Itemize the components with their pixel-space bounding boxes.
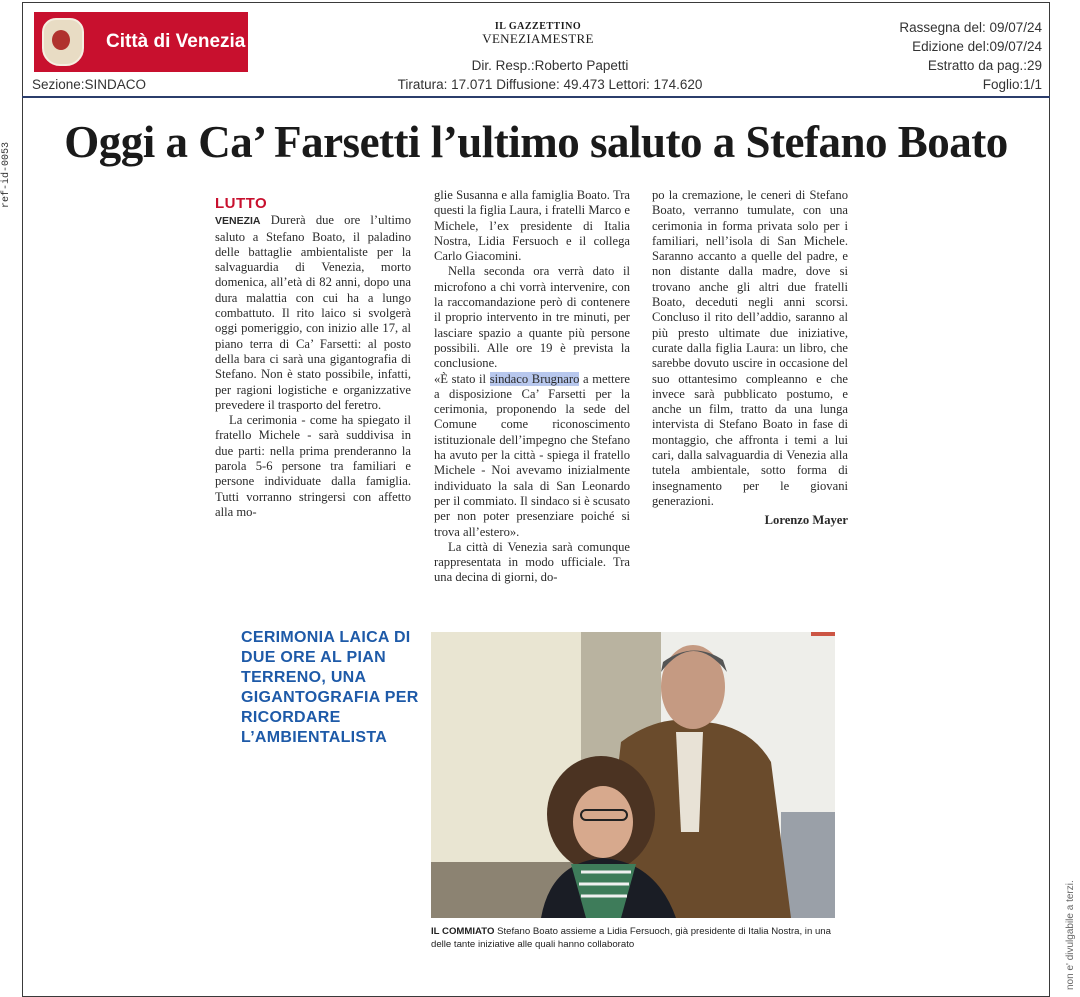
quote-start: «È stato il [434,371,490,386]
article-headline: Oggi a Ca’ Farsetti l’ultimo saluto a Stefano Boato [64,117,1008,167]
article-column-2 [434,188,630,586]
article-column-3 [652,188,848,529]
reference-id: ref-id-0053 [1,141,12,208]
article-dateline: VENEZIA [215,215,261,228]
director-line: Dir. Resp.:Roberto Papetti [471,58,629,73]
paragraph: La cerimonia - come ha spiegato il fratello Michele - sarà suddivisa in due parti: nella prima prenderanno la parola 5-6 persone tra familiari e persone individuate dalla famiglia. Tutti vorranno stringersi con affetto alla mo- [215,413,411,519]
paragraph: glie Susanna e alla famiglia Boato. Tra questi la figlia Laura, i fratelli Marco e Michele, l’ex presidente di Italia Nostra, Lidia Fersuoch e il collega Carlo Giacomini. [434,188,630,264]
paragraph: La città di Venezia sarà comunque rappresentata in modo ufficiale. Tra una decina di giorni, do- [434,539,630,585]
paper-name-bottom: VENEZIAMESTRE [482,31,594,46]
foglio-count: Foglio:1/1 [982,77,1042,92]
venezia-crest-icon [42,18,84,66]
paragraph [215,213,411,413]
caption-text: Stefano Boato assieme a Lidia Fersuoch, già presidente di Italia Nostra, in una delle tante iniziative alle quali hanno collaborato [431,926,831,950]
pull-quote: CERIMONIA LAICA DI DUE ORE AL PIAN TERRENO, UNA GIGANTOGRAFIA PER RICORDARE L’AMBIENTALISTA [241,629,419,746]
photo-illustration [431,632,835,918]
rassegna-date: Rassegna del: 09/07/24 [899,20,1042,35]
logo-label: Città di Venezia [106,31,246,52]
circulation-line: Tiratura: 17.071 Diffusione: 49.473 Lettori: 174.620 [397,77,703,92]
quote-rest: a mettere a disposizione Ca’ Farsetti per la cerimonia, proponendo la sede del Comune come riconoscimento istituzionale dell’impegno che Stefano ha avuto per la città - spiega il fratello Michele - Noi avevamo inizialmente individuato la sala di San Leonardo per il commiato. Il sindaco si è scusato per non poter presenziare poiché si trova all’estero». [434,371,630,539]
edizione-date: Edizione del:09/07/24 [912,39,1042,54]
paragraph [434,372,630,540]
paragraph-text: Durerà due ore l’ultimo saluto a Stefano Boato, il paladino delle battaglie ambientaliste per la salvaguardia di Venezia, morto domenica, all’età di 82 anni, dopo una dura malattia con cui ha a lungo combattuto. Il rito laico si svolgerà oggi pomeriggio, con inizio alle 17, al piano terra di Ca’ Farsetti: al posto della bara ci sarà una gigantografia di Stefano. Non è stato possibile, infatti, per ragioni logistiche e organizzative prevedere il trasporto del feretro. [215,213,411,412]
header-divider [22,96,1050,98]
section-label: Sezione:SINDACO [32,77,147,92]
article-byline: Lorenzo Mayer [764,513,848,528]
photo-caption [431,925,835,951]
citta-di-venezia-logo [34,12,248,72]
article-kicker: LUTTO [215,195,268,212]
caption-lead: IL COMMIATO [431,926,495,937]
paragraph: po la cremazione, le ceneri di Stefano Boato, verranno tumulate, con una cerimonia in forma privata solo per i familiari, nell’isola di San Michele. Saranno accanto a quelle del padre, e non distante dalla madre, dove si trovano anche gli altri due fratelli Boato, deceduti negli anni scorsi. Concluso il rito dell’addio, saranno al più presto ultimate due iniziative, curate dalla figlia Laura: un libro, che sarebbe dovuto uscire in occasione del suo ottantesimo compleanno e che invece sarà pubblicato postumo, e anche un film, tratto da una lunga intervista di Stefano Boato in fase di montaggio, che affronta i temi a lui cari, dalla salvaguardia di Venezia alla tutela ambientale, sotto forma di insegnamento per le giovani generazioni. [652,188,848,508]
estratto-page: Estratto da pag.:29 [927,58,1042,73]
distribution-note: non e' divulgabile a terzi. [1065,880,1076,990]
highlighted-text: sindaco Brugnaro [489,371,580,386]
article-column-1 [215,196,411,520]
article-photo [431,632,835,918]
paper-name-top: IL GAZZETTINO [494,21,582,32]
paragraph: Nella seconda ora verrà dato il microfono a chi vorrà intervenire, con la raccomandazione però di contenere il proprio intervento in tre minuti, per lasciare spazio a quante più persone possibili. Alle ore 19 è prevista la conclusione. [434,264,630,371]
gazzettino-logo [478,22,598,45]
